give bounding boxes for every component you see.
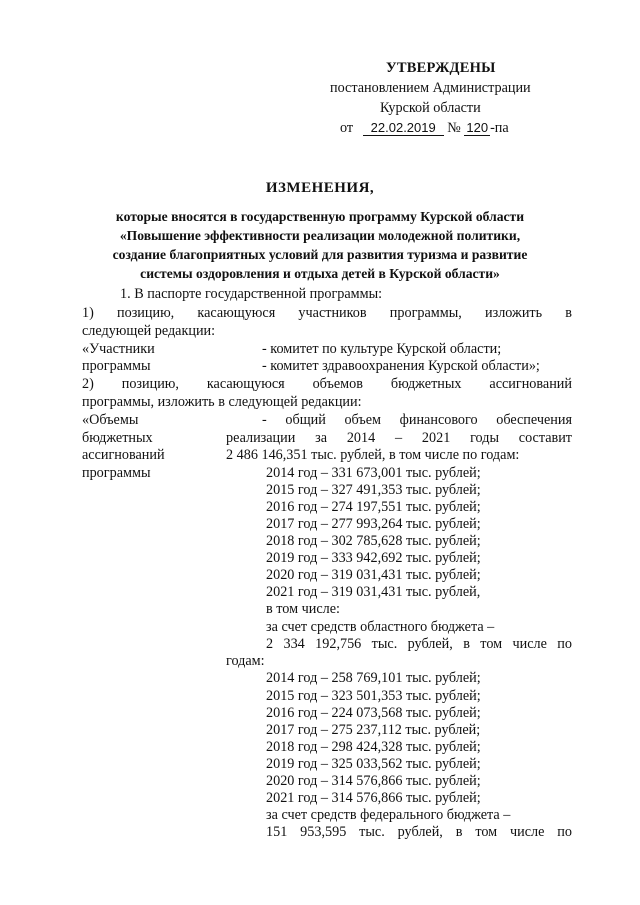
from-label: от (340, 120, 354, 136)
volumes-label-2: бюджетных (82, 430, 153, 446)
year-total-row: 2015 год – 327 491,353 тыс. рублей; (266, 482, 481, 498)
decree-number: 120 (466, 120, 489, 135)
volumes-label-4: программы (82, 465, 151, 481)
approval-title: УТВЕРЖДЕНЫ (386, 60, 496, 76)
number-label: № (447, 120, 461, 136)
approval-line-2: Курской области (380, 100, 481, 116)
year-regional-row: 2021 год – 314 576,866 тыс. рублей; (266, 790, 481, 806)
approval-date-line (340, 120, 509, 137)
year-regional-row: 2016 год – 224 073,568 тыс. рублей; (266, 705, 481, 721)
federal-budget-label: за счет средств федерального бюджета – (266, 807, 511, 823)
year-total-row: 2020 год – 319 031,431 тыс. рублей; (266, 567, 481, 583)
year-total-row: 2018 год – 302 785,628 тыс. рублей; (266, 533, 481, 549)
heading-line: системы оздоровления и отдыха детей в Курской области» (140, 266, 500, 281)
volumes-label-1: «Объемы (82, 412, 139, 428)
year-total-row: 2021 год – 319 031,431 тыс. рублей, (266, 584, 481, 600)
volumes-label-3: ассигнований (82, 447, 165, 463)
regional-budget-label: за счет средств областного бюджета – (266, 619, 495, 635)
regional-total-line-a: 2 334 192,756 тыс. рублей, в том числе по (266, 636, 572, 652)
document-heading (60, 180, 580, 283)
volumes-value-line: реализации за 2014 – 2021 годы составит (226, 430, 572, 446)
including-label: в том числе: (266, 601, 340, 617)
item-1-1-line-b: следующей редакции: (82, 323, 216, 339)
heading-line: создание благоприятных условий для развития туризма и развитие (112, 247, 528, 262)
heading-line: «Повышение эффективности реализации молодежной политики, (119, 228, 521, 243)
heading-title: ИЗМЕНЕНИЯ, (265, 180, 375, 196)
year-total-row: 2014 год – 331 673,001 тыс. рублей; (266, 465, 481, 481)
item-1: 1. В паспорте государственной программы: (120, 286, 383, 302)
year-total-row: 2019 год – 333 942,692 тыс. рублей; (266, 550, 481, 566)
year-regional-row: 2018 год – 298 424,328 тыс. рублей; (266, 739, 481, 755)
heading-line: которые вносятся в государственную программу Курской области (115, 209, 525, 224)
approval-line-1: постановлением Администрации (330, 80, 531, 96)
year-regional-row: 2020 год – 314 576,866 тыс. рублей; (266, 773, 481, 789)
decree-date: 22.02.2019 (363, 120, 444, 136)
item-1-2-line-b: программы, изложить в следующей редакции: (82, 394, 362, 410)
federal-total-line-a: 151 953,595 тыс. рублей, в том числе по (266, 824, 572, 840)
year-regional-row: 2019 год – 325 033,562 тыс. рублей; (266, 756, 481, 772)
year-regional-row: 2014 год – 258 769,101 тыс. рублей; (266, 670, 481, 686)
volumes-value-line: - общий объем финансового обеспечения (262, 412, 572, 428)
year-regional-row: 2017 год – 275 237,112 тыс. рублей; (266, 722, 481, 738)
heading-subtitle (60, 207, 580, 283)
item-1-1-line-a: 1) позицию, касающуюся участников программы, изложить в (82, 305, 572, 321)
participants-label-2: программы (82, 358, 151, 374)
participants-value-1: - комитет по культуре Курской области; (262, 341, 502, 357)
regional-total-line-b: годам: (226, 653, 265, 669)
volumes-value-line: 2 486 146,351 тыс. рублей, в том числе по годам: (226, 447, 520, 463)
item-1-2-line-a: 2) позицию, касающуюся объемов бюджетных ассигнований (82, 376, 572, 392)
decree-suffix: -па (490, 120, 509, 136)
year-total-row: 2016 год – 274 197,551 тыс. рублей; (266, 499, 481, 515)
participants-label-1: «Участники (82, 341, 155, 357)
year-regional-row: 2015 год – 323 501,353 тыс. рублей; (266, 688, 481, 704)
year-total-row: 2017 год – 277 993,264 тыс. рублей; (266, 516, 481, 532)
participants-value-2: - комитет здравоохранения Курской области»; (262, 358, 540, 374)
